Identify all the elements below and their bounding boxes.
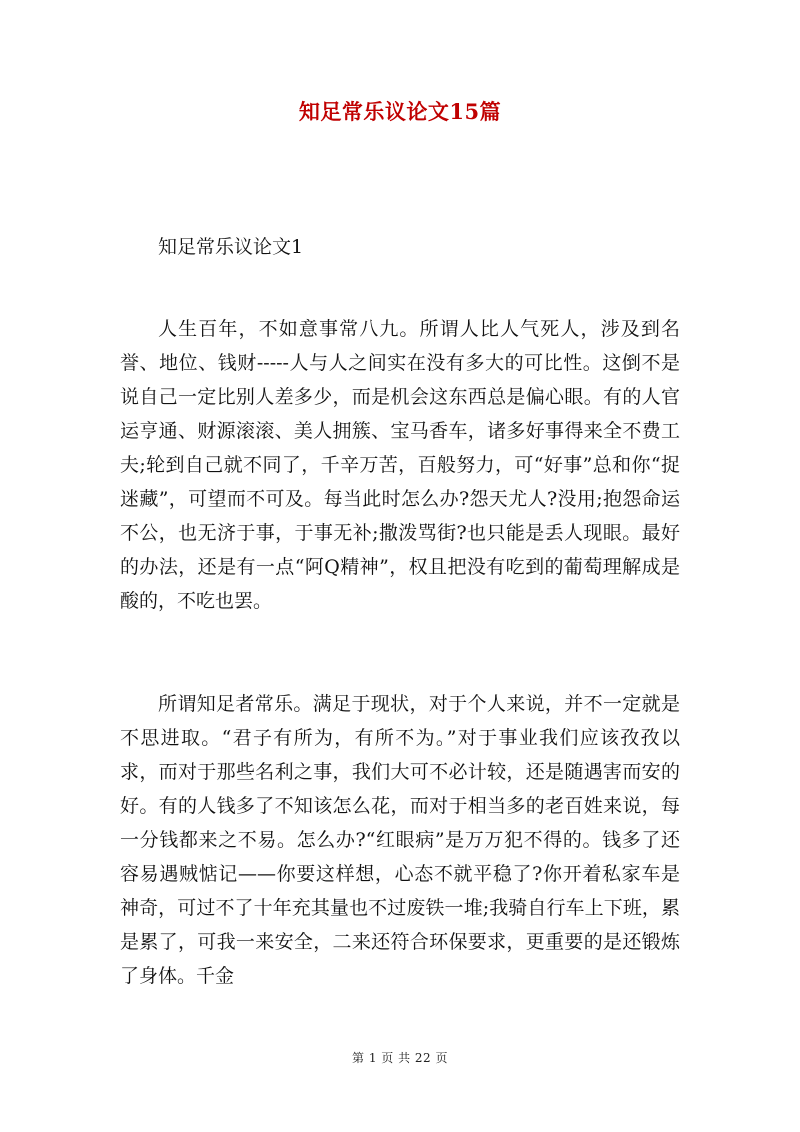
body-paragraph: 所谓知足者常乐。满足于现状，对于个人来说，并不一定就是不思进取。“君子有所为，有所不为。”对于事业我们应该孜孜以求，而对于那些名利之事，我们大可不必计较，还是随遇害而安的好。有的人钱多了不知该怎么花，而对于相当多的老百姓来说，每一分钱都来之不易。怎么办?“红眼病”是万万犯不得的。钱多了还容易遇贼惦记——你要这样想，心态不就平稳了?你开着私家车是神奇，可过不了十年充其量也不过废铁一堆;我骑自行车上下班，累是累了，可我一来安全，二来还符合环保要求，更重要的是还锻炼了身体。千金 <box>120 693 680 987</box>
document-title: 知足常乐议论文15篇 <box>298 99 502 124</box>
page-footer: 第 1 页 共 22 页 <box>352 1051 448 1065</box>
section-heading: 知足常乐议论文1 <box>158 236 304 258</box>
body-paragraph: 人生百年，不如意事常八九。所谓人比人气死人，涉及到名誉、地位、钱财-----人与人之间实在没有多大的可比性。这倒不是说自己一定比别人差多少，而是机会这东西总是偏心眼。有的人官运亨通、财源滚滚、美人拥簇、宝马香车，诸多好事得来全不费工夫;轮到自己就不同了，千辛万苦，百般努力，可“好事”总和你“捉迷藏”，可望而不可及。每当此时怎么办?怨天尤人?没用;抱怨命运不公，也无济于事，于事无补;撒泼骂街?也只能是丢人现眼。最好的办法，还是有一点“阿Q精神”，权且把没有吃到的葡萄理解成是酸的，不吃也罢。 <box>120 318 680 612</box>
